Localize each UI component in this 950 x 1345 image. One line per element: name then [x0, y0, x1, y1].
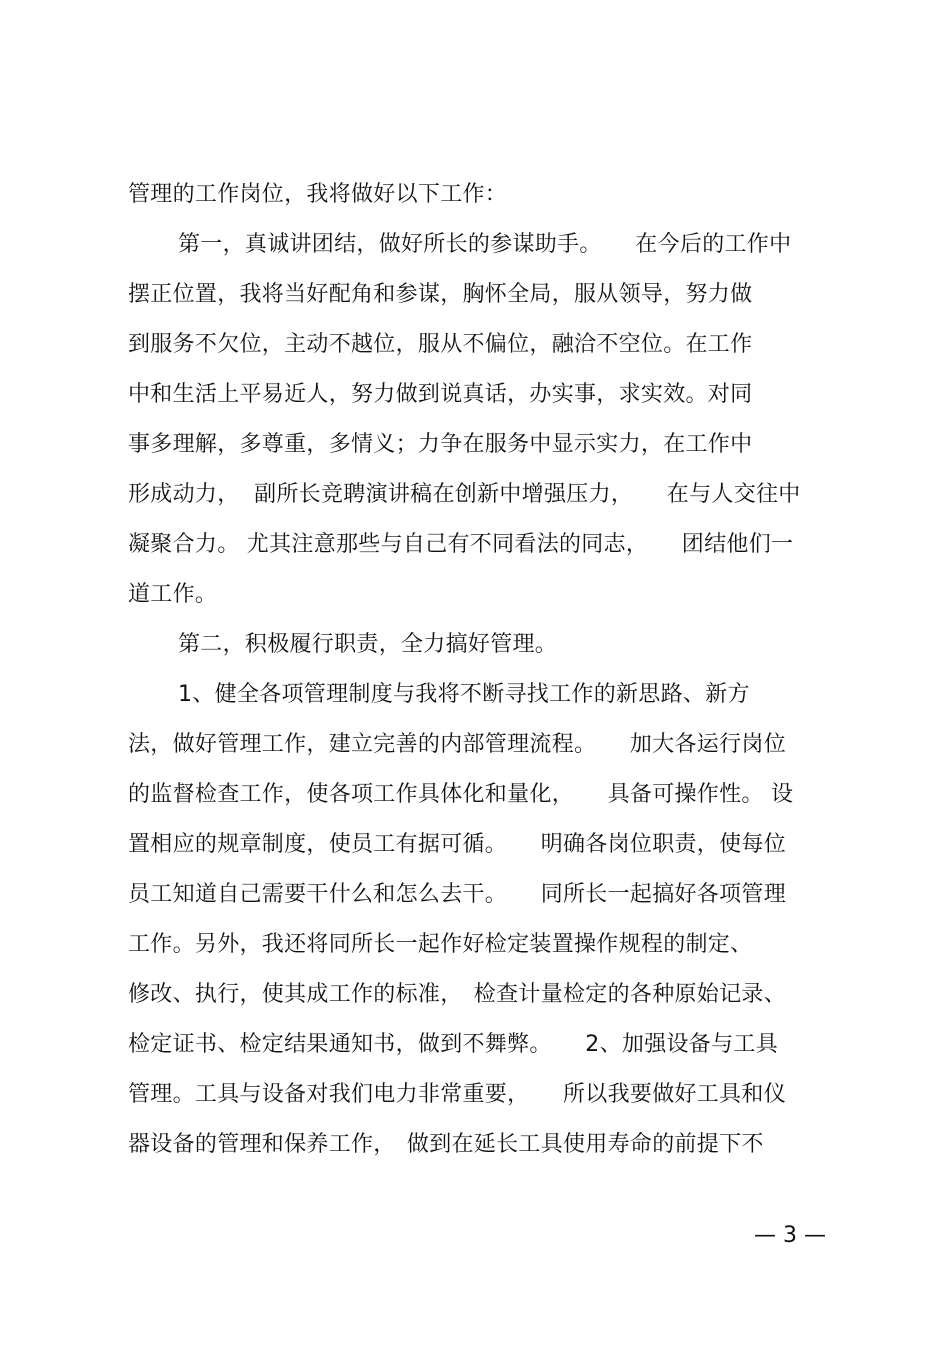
body-line-14: 置相应的规章制度，使员工有据可循。 明确各岗位职责，使每位 — [128, 832, 787, 857]
body-line-9: 道工作。 — [128, 582, 218, 607]
body-line-19: 管理。工具与设备对我们电力非常重要， 所以我要做好工具和仪 — [128, 1082, 787, 1107]
page-number: — 3 — — [754, 1223, 826, 1248]
body-line-11: 1、健全各项管理制度与我将不断寻找工作的新思路、新方 — [178, 682, 750, 707]
body-line-7: 形成动力， 副所长竞聘演讲稿在创新中增强压力， 在与人交往中 — [128, 482, 801, 507]
body-line-4: 到服务不欠位，主动不越位，服从不偏位，融洽不空位。在工作 — [128, 332, 753, 357]
body-line-12: 法，做好管理工作，建立完善的内部管理流程。 加大各运行岗位 — [128, 732, 787, 757]
body-line-17: 修改、执行，使其成工作的标准， 检查计量检定的各种原始记录、 — [128, 982, 787, 1007]
body-line-20: 器设备的管理和保养工作， 做到在延长工具使用寿命的前提下不 — [128, 1132, 764, 1157]
body-line-2: 第一，真诚讲团结，做好所长的参谋助手。 在今后的工作中 — [178, 232, 792, 257]
body-line-18: 检定证书、检定结果通知书，做到不舞弊。 2、加强设备与工具 — [128, 1032, 778, 1057]
body-line-3: 摆正位置，我将当好配角和参谋，胸怀全局，服从领导，努力做 — [128, 282, 753, 307]
body-line-8: 凝聚合力。 尤其注意那些与自己有不同看法的同志， 团结他们一 — [128, 532, 794, 557]
body-line-5: 中和生活上平易近人，努力做到说真话，办实事，求实效。对同 — [128, 382, 753, 407]
body-line-13: 的监督检查工作，使各项工作具体化和量化， 具备可操作性。 设 — [128, 782, 794, 807]
body-line-10: 第二，积极履行职责，全力搞好管理。 — [178, 632, 558, 657]
body-line-1: 管理的工作岗位，我将做好以下工作： — [128, 182, 508, 207]
body-line-6: 事多理解，多尊重，多情义；力争在服务中显示实力，在工作中 — [128, 432, 753, 457]
body-line-15: 员工知道自己需要干什么和怎么去干。 同所长一起搞好各项管理 — [128, 882, 787, 907]
body-line-16: 工作。另外，我还将同所长一起作好检定装置操作规程的制定、 — [128, 932, 753, 957]
